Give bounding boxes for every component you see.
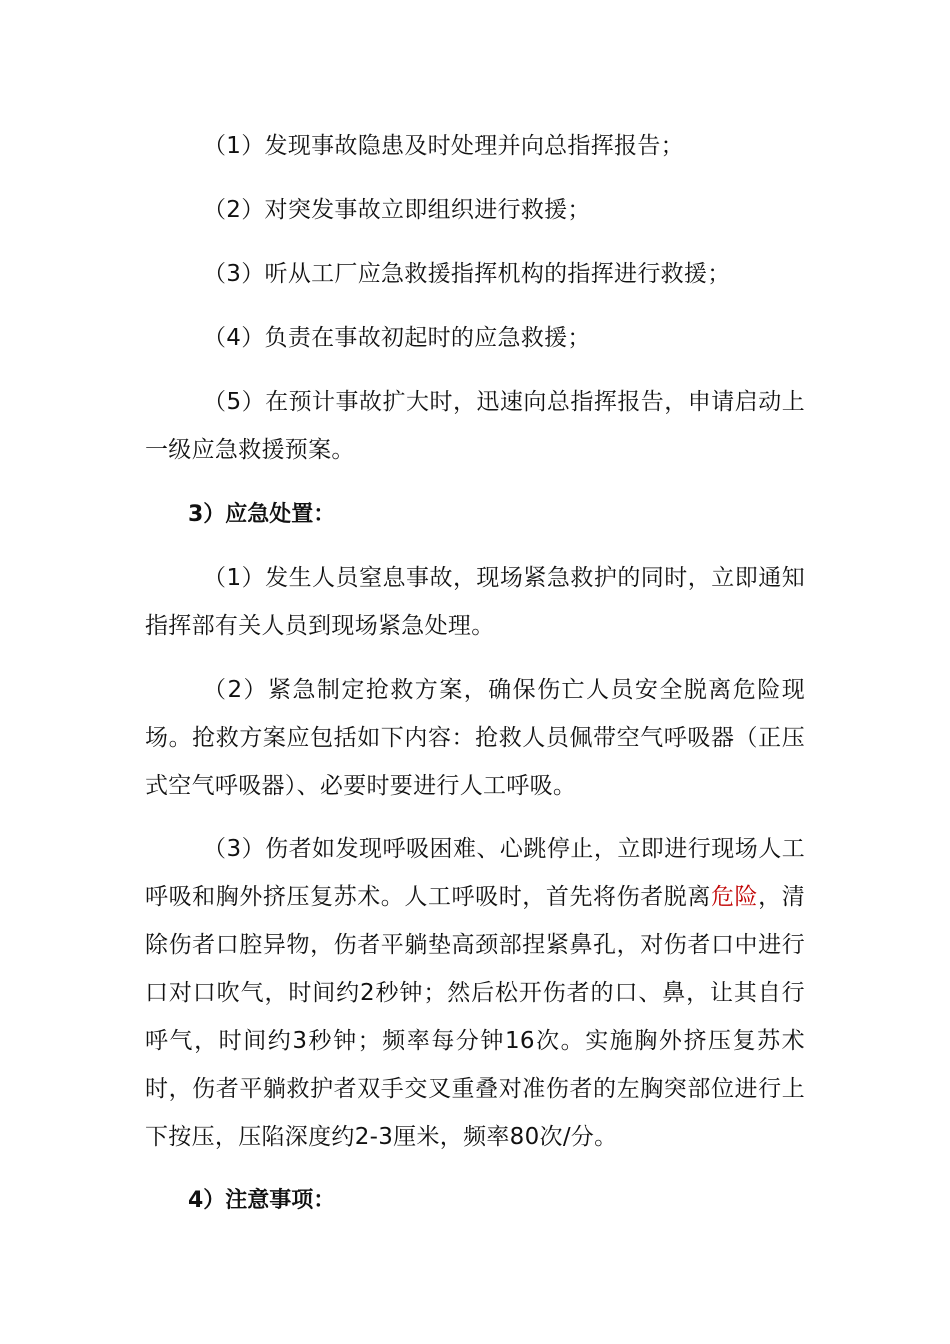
paragraph: （2）紧急制定抢救方案，确保伤亡人员安全脱离危险现场。抢救方案应包括如下内容：抢救人员佩带空气呼吸器（正压式空气呼吸器）、必要时要进行人工呼吸。 [145, 677, 805, 799]
paragraph [145, 825, 805, 1161]
paragraph-text: ，清除伤者口腔异物，伤者平躺垫高颈部捏紧鼻孔，对伤者口中进行口对口吹气，时间约2秒钟；然后松开伤者的口、鼻，让其自行呼气，时间约3秒钟；频率每分钟16次。实施胸外挤压复苏术时，伤者平躺救护者双手交叉重叠对准伤者的左胸突部位进行上下按压，压陷深度约2-3厘米，频率80次/分。 [145, 884, 805, 1150]
list-item: （3）听从工厂应急救援指挥机构的指挥进行救援； [203, 261, 731, 287]
paragraph-text: （3）伤者如发现呼吸困难、心跳停止，立即进行现场人工呼吸和胸外挤压复苏术。人工呼吸时，首先将伤者脱离 [145, 836, 805, 910]
section-heading: 3）应急处置： [188, 502, 336, 527]
section-heading: 4）注意事项： [188, 1188, 336, 1213]
highlighted-text: 危险 [710, 884, 759, 910]
list-item: （1）发现事故隐患及时处理并向总指挥报告； [203, 133, 684, 159]
list-item: （2）对突发事故立即组织进行救援； [203, 197, 591, 223]
list-item: （5）在预计事故扩大时，迅速向总指挥报告，申请启动上一级应急救援预案。 [145, 389, 805, 463]
list-item: （4）负责在事故初起时的应急救援； [203, 325, 591, 351]
paragraph: （1）发生人员窒息事故，现场紧急救护的同时，立即通知指挥部有关人员到现场紧急处理。 [145, 565, 805, 639]
